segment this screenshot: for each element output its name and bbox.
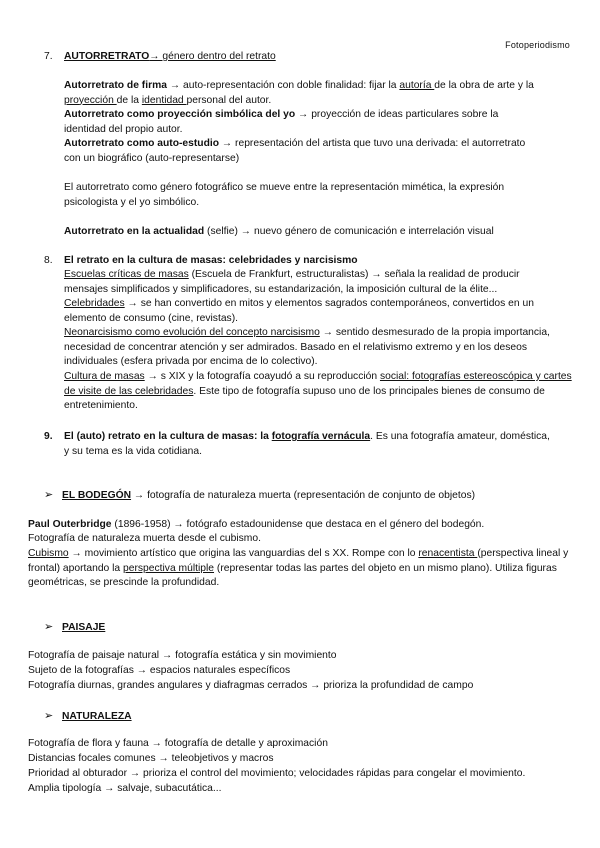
item-9-title-underline: fotografía vernácula <box>271 431 371 442</box>
cubismo-underline-renacentista: renacentista <box>418 548 478 559</box>
cultura-underline-social: social: fotografías estereoscópica y cartes de visite de las celebridades <box>64 371 572 397</box>
escuelas-text: (Escuela de Frankfurt, estructuralistas) → señala la realidad de producir mensajes simplificados y simplificadores, su estandarización, la imposición cultural de la élite... <box>64 269 520 295</box>
cultura-text-1: → s XIX y la fotografía coayudó a su reproducción <box>144 371 380 382</box>
celebridades-label: Celebridades <box>64 298 125 309</box>
paragraph-cultura-masas <box>64 370 574 414</box>
actualidad-label: Autorretrato en la actualidad <box>64 226 205 237</box>
cultura-label: Cultura de masas <box>64 371 145 382</box>
naturaleza-line-1: Fotografía de flora y fauna → fotografía de detalle y aproximación <box>28 738 328 749</box>
item-7-title-arrow: → género dentro del retrato <box>149 51 276 62</box>
section-bodegon-heading <box>44 488 475 504</box>
celebridades-text: → se han convertido en mitos y elementos sagrados contemporáneos, convertidos en un elemento de consumo (cine, revistas). <box>64 298 534 324</box>
simbolica-text: → proyección de ideas particulares sobre la identidad del propio autor. <box>64 109 499 135</box>
arrowhead-bullet-icon: ➢ <box>44 710 54 722</box>
item-7-title-label: AUTORRETRATO <box>64 51 150 62</box>
autoestudio-text: → representación del artista que tuvo una derivada: el autorretrato con un biográfico (auto-representarse) <box>64 138 526 164</box>
firma-underline-identidad: identidad <box>141 94 187 106</box>
item-7-number: 7. <box>44 51 53 62</box>
firma-text-4: personal del autor. <box>186 94 272 106</box>
firma-text-2: de la obra de arte y la <box>434 80 534 91</box>
neonarcisismo-label: Neonarcisismo como evolución del concepto narcisismo <box>64 327 320 338</box>
paisaje-line-1: Fotografía de paisaje natural → fotografía estática y sin movimiento <box>28 650 337 661</box>
item-8-title: El retrato en la cultura de masas: celebridades y narcisismo <box>64 255 358 266</box>
cubismo-text-1: → movimiento artístico que origina las vanguardias del s XX. Rompe con lo <box>68 548 419 559</box>
paragraph-autorretrato-actualidad <box>64 225 544 240</box>
naturaleza-title: NATURALEZA <box>62 711 132 722</box>
firma-label: Autorretrato de firma <box>64 80 167 91</box>
actualidad-text: (selfie) → nuevo género de comunicación e interrelación visual <box>204 226 494 237</box>
autoestudio-label: Autorretrato como auto-estudio <box>64 138 220 149</box>
arrowhead-bullet-icon: ➢ <box>44 489 54 501</box>
paisaje-title: PAISAJE <box>62 622 106 633</box>
firma-underline-autoria: autoría <box>399 80 435 91</box>
bodegon-title: EL BODEGÓN <box>62 490 132 501</box>
paisaje-line-2: Sujeto de la fotografías → espacios naturales específicos <box>28 665 291 676</box>
paragraph-genero-fotografico: El autorretrato como género fotográfico se mueve entre la representación mimética, la expresión psicologista y el yo simbólico. <box>64 182 505 208</box>
outerbridge-name: Paul Outerbridge <box>28 519 112 530</box>
cubismo-label: Cubismo <box>28 548 69 559</box>
arrowhead-bullet-icon: ➢ <box>44 621 54 633</box>
item-9-text: . Es una fotografía amateur, doméstica, y su tema es la vida cotidiana. <box>64 431 550 457</box>
bodegon-subtitle: → fotografía de naturaleza muerta (representación de conjunto de objetos) <box>131 490 476 501</box>
cultura-text-2: . Este tipo de fotografía supuso uno de los principales bienes de consumo de entretenimiento. <box>64 385 545 411</box>
item-9-number: 9. <box>44 431 53 442</box>
section-naturaleza-heading <box>44 709 132 725</box>
escuelas-label: Escuelas críticas de masas <box>64 269 189 280</box>
paragraph-neonarcisismo <box>64 326 574 370</box>
paragraph-celebridades <box>64 297 569 326</box>
cubismo-text-2: (perspectiva lineal y frontal) aportando la <box>28 548 569 574</box>
naturaleza-line-4: Amplia tipología → salvaje, subacutática... <box>28 783 222 794</box>
paragraph-escuelas-criticas <box>64 268 554 297</box>
paragraph-outerbridge <box>28 518 573 533</box>
firma-text-1: → auto-representación con doble finalidad: fijar la <box>166 80 400 91</box>
cubismo-underline-perspectiva: perspectiva múltiple <box>123 562 215 574</box>
item-9-title: El (auto) retrato en la cultura de masas: la <box>64 431 272 442</box>
paragraph-cubismo <box>28 547 576 591</box>
section-paisaje-heading <box>44 620 105 636</box>
simbolica-label: Autorretrato como proyección simbólica del yo <box>64 109 296 120</box>
neonarcisismo-text: → sentido desmesurado de la propia importancia, necesidad de concentrar atención y ser admirados. Basado en el relativismo extremo y en los deseos individuales (esfera privada por encima de lo colectivo). <box>64 327 550 367</box>
paisaje-line-3: Fotografía diurnas, grandes angulares y diafragmas cerrados → prioriza la profundidad de campo <box>28 680 474 691</box>
paragraph-autorretrato-firma <box>64 79 544 108</box>
page-header: Fotoperiodismo <box>505 40 570 50</box>
paragraph-autorretrato-simbolico <box>64 108 534 137</box>
firma-text-3: de la <box>116 94 142 106</box>
naturaleza-line-2: Distancias focales comunes → teleobjetivos y macros <box>28 753 274 764</box>
naturaleza-line-3: Prioridad al obturador → prioriza el control del movimiento; velocidades rápidas para congelar el movimiento. <box>28 768 526 779</box>
paragraph-naturaleza-muerta: Fotografía de naturaleza muerta desde el cubismo. <box>28 533 261 544</box>
cubismo-text-3: (representar todas las partes del objeto en un mismo plano). Utiliza figuras geométricas, se prescinde la profundidad. <box>28 562 557 588</box>
paragraph-autorretrato-autoestudio <box>64 137 534 166</box>
paragraph-fotografia-vernacula <box>64 430 554 459</box>
outerbridge-text: (1896-1958) → fotógrafo estadounidense que destaca en el género del bodegón. <box>111 519 485 530</box>
item-7-title <box>64 50 564 65</box>
firma-underline-proyeccion: proyección <box>64 94 117 106</box>
item-8-number: 8. <box>44 255 53 266</box>
